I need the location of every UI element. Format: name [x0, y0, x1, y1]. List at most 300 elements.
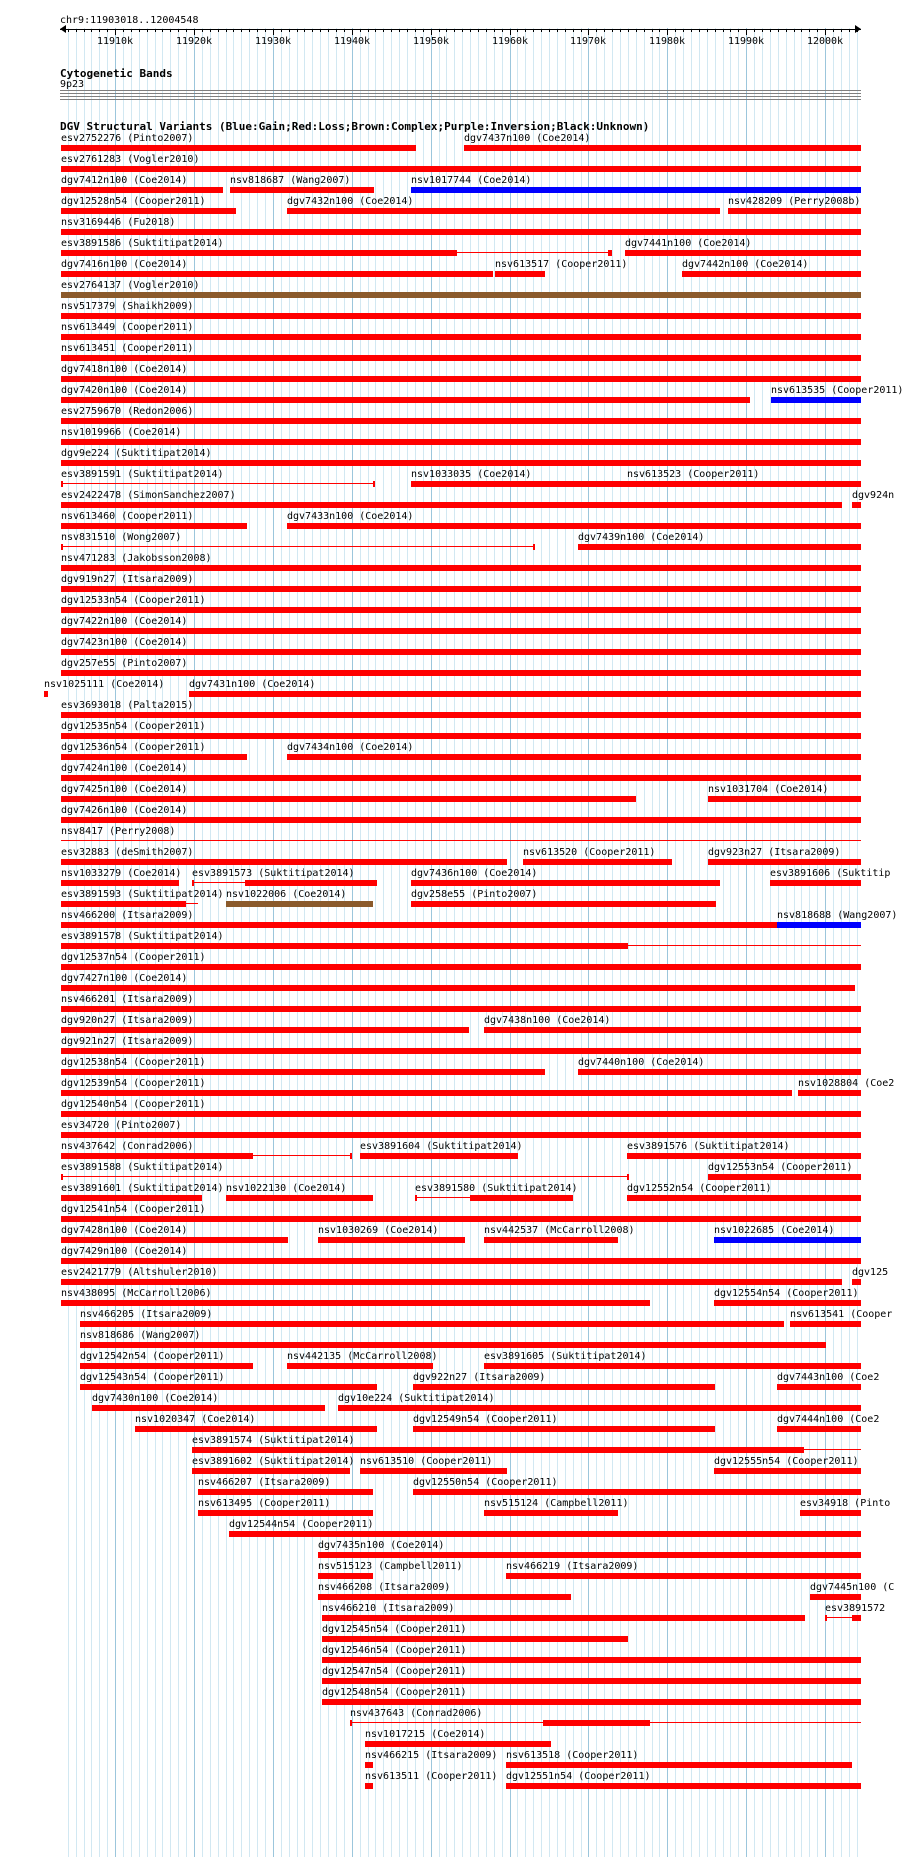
variant-bar[interactable] [682, 271, 861, 277]
variant-label[interactable]: dgv12553n54 (Cooper2011) [708, 1162, 853, 1173]
variant-bar[interactable] [61, 1174, 63, 1180]
variant-bar[interactable] [61, 943, 628, 949]
variant-label[interactable]: nsv1025111 (Coe2014) [44, 679, 165, 690]
variant-bar[interactable] [825, 1615, 827, 1621]
variant-bar[interactable] [365, 1783, 373, 1789]
variant-label[interactable]: dgv923n27 (Itsara2009) [708, 847, 841, 858]
variant-label[interactable]: esv2759670 (Redon2006) [61, 406, 194, 417]
variant-bar[interactable] [411, 187, 861, 193]
variant-bar[interactable] [506, 1573, 861, 1579]
variant-label[interactable]: nsv1020347 (Coe2014) [135, 1414, 256, 1425]
variant-bar[interactable] [322, 1615, 805, 1621]
variant-bar[interactable] [61, 607, 861, 613]
variant-bar[interactable] [61, 250, 457, 256]
variant-label[interactable]: dgv7427n100 (Coe2014) [61, 973, 188, 984]
variant-bar[interactable] [61, 229, 861, 235]
variant-bar[interactable] [61, 1027, 469, 1033]
variant-label[interactable]: dgv921n27 (Itsara2009) [61, 1036, 194, 1047]
variant-bar[interactable] [61, 334, 861, 340]
variant-bar[interactable] [61, 1006, 861, 1012]
variant-label[interactable]: dgv258e55 (Pinto2007) [411, 889, 538, 900]
variant-label[interactable]: esv34918 (Pinto [800, 1498, 891, 1509]
variant-bar[interactable] [627, 1174, 629, 1180]
variant-bar[interactable] [192, 880, 194, 886]
variant-bar[interactable] [61, 397, 750, 403]
variant-bar[interactable] [627, 1195, 861, 1201]
variant-bar[interactable] [192, 1468, 350, 1474]
variant-label[interactable]: dgv924n [852, 490, 895, 501]
variant-label[interactable]: esv3891605 (Suktitipat2014) [484, 1351, 647, 1362]
variant-label[interactable]: esv3891591 (Suktitipat2014) [61, 469, 224, 480]
variant-bar[interactable] [61, 1048, 861, 1054]
variant-bar[interactable] [61, 1132, 861, 1138]
variant-bar[interactable] [61, 754, 247, 760]
variant-bar[interactable] [777, 922, 861, 928]
variant-bar[interactable] [61, 922, 861, 928]
variant-bar[interactable] [627, 481, 861, 487]
variant-label[interactable]: dgv922n27 (Itsara2009) [413, 1372, 546, 1383]
variant-label[interactable]: nsv428209 (Perry2008b) [728, 196, 861, 207]
variant-bar[interactable] [625, 250, 861, 256]
variant-label[interactable]: esv3891572 [825, 1603, 886, 1614]
variant-label[interactable]: nsv437642 (Conrad2006) [61, 1141, 194, 1152]
variant-bar[interactable] [484, 1237, 618, 1243]
variant-label[interactable]: dgv7437n100 (Coe2014) [464, 133, 591, 144]
variant-bar[interactable] [714, 1468, 861, 1474]
variant-bar[interactable] [484, 1363, 861, 1369]
variant-label[interactable]: nsv466200 (Itsara2009) [61, 910, 194, 921]
variant-bar[interactable] [61, 775, 861, 781]
variant-label[interactable]: esv3891604 (Suktitipat2014) [360, 1141, 523, 1152]
variant-label[interactable]: nsv613517 (Cooper2011) [495, 259, 628, 270]
variant-bar[interactable] [533, 544, 535, 550]
variant-bar[interactable] [360, 1153, 518, 1159]
variant-bar[interactable] [318, 1237, 465, 1243]
variant-bar[interactable] [61, 712, 861, 718]
variant-bar[interactable] [61, 817, 861, 823]
variant-label[interactable]: dgv12546n54 (Cooper2011) [322, 1645, 467, 1656]
variant-bar[interactable] [415, 1195, 417, 1201]
variant-bar[interactable] [578, 1069, 861, 1075]
ruler-tick [486, 29, 487, 32]
variant-bar[interactable] [61, 355, 861, 361]
ruler-tick [502, 29, 503, 32]
variant-label[interactable]: dgv7445n100 (C [810, 1582, 895, 1593]
variant-label[interactable]: nsv831510 (Wong2007) [61, 532, 182, 543]
variant-bar[interactable] [61, 502, 842, 508]
variant-label[interactable]: nsv471283 (Jakobsson2008) [61, 553, 212, 564]
variant-label[interactable]: dgv257e55 (Pinto2007) [61, 658, 188, 669]
variant-bar[interactable] [360, 1468, 507, 1474]
ruler-tick-label: 11910k [96, 36, 134, 47]
variant-bar[interactable] [61, 1111, 861, 1117]
variant-label[interactable]: esv3891578 (Suktitipat2014) [61, 931, 224, 942]
variant-bar[interactable] [322, 1657, 861, 1663]
variant-label[interactable]: nsv1019966 (Coe2014) [61, 427, 182, 438]
variant-label[interactable]: dgv12533n54 (Cooper2011) [61, 595, 206, 606]
ruler-tick [336, 29, 337, 32]
variant-bar[interactable] [92, 1405, 325, 1411]
variant-bar[interactable] [61, 880, 179, 886]
variant-label[interactable]: nsv466215 (Itsara2009) [365, 1750, 498, 1761]
variant-bar[interactable] [338, 1405, 861, 1411]
variant-label[interactable]: nsv1022006 (Coe2014) [226, 889, 347, 900]
variant-label[interactable]: dgv7418n100 (Coe2014) [61, 364, 188, 375]
variant-bar[interactable] [373, 481, 375, 487]
variant-label[interactable]: nsv613518 (Cooper2011) [506, 1750, 639, 1761]
variant-label[interactable]: nsv466219 (Itsara2009) [506, 1561, 639, 1572]
variant-label[interactable]: nsv613495 (Cooper2011) [198, 1498, 331, 1509]
variant-bar[interactable] [852, 1279, 861, 1285]
variant-label[interactable]: esv3891588 (Suktitipat2014) [61, 1162, 224, 1173]
variant-label[interactable]: nsv1033279 (Coe2014) [61, 868, 182, 879]
ruler-tick [462, 29, 463, 32]
variant-label[interactable]: nsv437643 (Conrad2006) [350, 1708, 483, 1719]
variant-label[interactable]: nsv613460 (Cooper2011) [61, 511, 194, 522]
variant-bar[interactable] [61, 565, 861, 571]
variant-label[interactable]: dgv12550n54 (Cooper2011) [413, 1477, 558, 1488]
variant-bar[interactable] [578, 544, 861, 550]
variant-label[interactable]: esv2422478 (SimonSanchez2007) [61, 490, 236, 501]
variant-bar[interactable] [714, 1300, 861, 1306]
variant-bar[interactable] [798, 1090, 861, 1096]
variant-label[interactable]: esv3891576 (Suktitipat2014) [627, 1141, 790, 1152]
variant-bar[interactable] [61, 859, 507, 865]
variant-label[interactable]: dgv7434n100 (Coe2014) [287, 742, 414, 753]
ruler-tick [754, 29, 755, 32]
variant-label[interactable]: dgv12554n54 (Cooper2011) [714, 1288, 859, 1299]
variant-bar[interactable] [61, 313, 861, 319]
variant-bar[interactable] [61, 1069, 545, 1075]
variant-bar[interactable] [411, 901, 716, 907]
variant-label[interactable]: nsv613520 (Cooper2011) [523, 847, 656, 858]
variant-label[interactable]: dgv12528n54 (Cooper2011) [61, 196, 206, 207]
variant-bar[interactable] [61, 187, 223, 193]
variant-bar[interactable] [61, 1195, 202, 1201]
variant-label[interactable]: nsv442135 (McCarroll2008) [287, 1351, 438, 1362]
variant-label[interactable]: nsv442537 (McCarroll2008) [484, 1225, 635, 1236]
ruler-tick-label: 11990k [727, 36, 765, 47]
variant-label[interactable]: esv2421779 (Altshuler2010) [61, 1267, 218, 1278]
variant-label[interactable]: esv2752276 (Pinto2007) [61, 133, 194, 144]
variant-bar[interactable] [852, 1615, 861, 1621]
variant-label[interactable]: dgv7425n100 (Coe2014) [61, 784, 188, 795]
variant-label[interactable]: esv3693018 (Palta2015) [61, 700, 194, 711]
variant-label[interactable]: esv3891580 (Suktitipat2014) [415, 1183, 578, 1194]
variant-bar[interactable] [192, 1447, 804, 1453]
variant-label[interactable]: nsv1028804 (Coe2 [798, 1078, 895, 1089]
variant-label[interactable]: esv3891593 (Suktitipat2014) [61, 889, 224, 900]
variant-label[interactable]: nsv818688 (Wang2007) [777, 910, 898, 921]
variant-label[interactable]: dgv12539n54 (Cooper2011) [61, 1078, 206, 1089]
variant-bar[interactable] [61, 985, 855, 991]
variant-bar[interactable] [790, 1321, 861, 1327]
variant-label[interactable]: esv34720 (Pinto2007) [61, 1120, 182, 1131]
variant-label[interactable]: nsv1022130 (Coe2014) [226, 1183, 347, 1194]
dgv-track-title: DGV Structural Variants (Blue:Gain;Red:Loss;Brown:Complex;Purple:Inversion;Black:Unknown) [60, 120, 650, 133]
variant-label[interactable]: dgv12551n54 (Cooper2011) [506, 1771, 651, 1782]
variant-label[interactable]: nsv515123 (Campbell2011) [318, 1561, 463, 1572]
variant-label[interactable]: dgv12537n54 (Cooper2011) [61, 952, 206, 963]
ruler-tick [667, 29, 668, 35]
variant-bar[interactable] [464, 145, 861, 151]
ruler-arrow-left [60, 25, 66, 33]
variant-label[interactable]: dgv10e224 (Suktitipat2014) [338, 1393, 495, 1404]
variant-bar[interactable] [61, 796, 636, 802]
variant-label[interactable]: nsv1030269 (Coe2014) [318, 1225, 439, 1236]
variant-bar[interactable] [61, 1300, 650, 1306]
ruler-tick-label: 11920k [175, 36, 213, 47]
variant-label[interactable]: nsv818687 (Wang2007) [230, 175, 351, 186]
variant-bar[interactable] [322, 1699, 861, 1705]
variant-label[interactable]: esv3891573 (Suktitipat2014) [192, 868, 355, 879]
variant-label[interactable]: dgv919n27 (Itsara2009) [61, 574, 194, 585]
variant-label[interactable]: dgv12538n54 (Cooper2011) [61, 1057, 206, 1068]
ruler-tick [407, 29, 408, 32]
variant-label[interactable]: dgv9e224 (Suktitipat2014) [61, 448, 212, 459]
variant-bar[interactable] [80, 1321, 784, 1327]
variant-bar[interactable] [470, 1195, 573, 1201]
variant-label[interactable]: dgv12545n54 (Cooper2011) [322, 1624, 467, 1635]
variant-bar[interactable] [287, 1363, 433, 1369]
variant-label[interactable]: nsv613535 (Cooper2011) [771, 385, 903, 396]
variant-bar[interactable] [800, 1510, 861, 1516]
variant-label[interactable]: dgv7436n100 (Coe2014) [411, 868, 538, 879]
variant-bar[interactable] [322, 1678, 861, 1684]
variant-bar[interactable] [61, 271, 493, 277]
variant-label[interactable]: dgv12540n54 (Cooper2011) [61, 1099, 206, 1110]
variant-bar[interactable] [61, 544, 63, 550]
variant-label[interactable]: dgv12544n54 (Cooper2011) [229, 1519, 374, 1530]
variant-bar[interactable] [61, 460, 861, 466]
variant-label[interactable]: dgv125 [852, 1267, 889, 1278]
variant-label[interactable]: nsv466207 (Itsara2009) [198, 1477, 331, 1488]
variant-label[interactable]: dgv7440n100 (Coe2014) [578, 1057, 705, 1068]
variant-label[interactable]: esv3891601 (Suktitipat2014) [61, 1183, 224, 1194]
variant-label[interactable]: nsv517379 (Shaikh2009) [61, 301, 194, 312]
variant-bar[interactable] [810, 1594, 861, 1600]
variant-label[interactable]: nsv1033035 (Coe2014) [411, 469, 532, 480]
variant-label[interactable]: dgv7420n100 (Coe2014) [61, 385, 188, 396]
variant-label[interactable]: dgv7431n100 (Coe2014) [189, 679, 316, 690]
variant-bar[interactable] [627, 1153, 861, 1159]
variant-label[interactable]: dgv12535n54 (Cooper2011) [61, 721, 206, 732]
variant-label[interactable]: nsv1031704 (Coe2014) [708, 784, 829, 795]
variant-bar[interactable] [411, 880, 720, 886]
variant-label[interactable]: dgv7423n100 (Coe2014) [61, 637, 188, 648]
variant-bar[interactable] [135, 1426, 377, 1432]
variant-label[interactable]: nsv8417 (Perry2008) [61, 826, 176, 837]
variant-label[interactable]: dgv12548n54 (Cooper2011) [322, 1687, 467, 1698]
variant-bar[interactable] [506, 1762, 852, 1768]
variant-label[interactable]: dgv12549n54 (Cooper2011) [413, 1414, 558, 1425]
variant-label[interactable]: nsv1022685 (Coe2014) [714, 1225, 835, 1236]
variant-label[interactable]: dgv12542n54 (Cooper2011) [80, 1351, 225, 1362]
variant-label[interactable]: dgv7439n100 (Coe2014) [578, 532, 705, 543]
variant-label[interactable]: dgv7424n100 (Coe2014) [61, 763, 188, 774]
variant-label[interactable]: dgv7429n100 (Coe2014) [61, 1246, 188, 1257]
variant-label[interactable]: nsv466201 (Itsara2009) [61, 994, 194, 1005]
grid-line [794, 28, 795, 1857]
variant-label[interactable]: dgv12552n54 (Cooper2011) [627, 1183, 772, 1194]
variant-label[interactable]: nsv613449 (Cooper2011) [61, 322, 194, 333]
variant-bar[interactable] [226, 1195, 373, 1201]
variant-bar[interactable] [484, 1510, 618, 1516]
variant-bar[interactable] [61, 586, 861, 592]
variant-label[interactable]: dgv7444n100 (Coe2 [777, 1414, 880, 1425]
variant-bar[interactable] [61, 376, 861, 382]
variant-bar[interactable] [728, 208, 861, 214]
variant-bar[interactable] [80, 1384, 377, 1390]
ruler-tick [233, 29, 234, 32]
variant-bar[interactable] [189, 691, 861, 697]
variant-label[interactable]: dgv7442n100 (Coe2014) [682, 259, 809, 270]
variant-label[interactable]: dgv7435n100 (Coe2014) [318, 1540, 445, 1551]
variant-bar[interactable] [318, 1573, 373, 1579]
variant-bar[interactable] [61, 1216, 861, 1222]
variant-label[interactable]: esv32883 (deSmith2007) [61, 847, 194, 858]
variant-label[interactable]: dgv7433n100 (Coe2014) [287, 511, 414, 522]
variant-label[interactable]: nsv515124 (Campbell2011) [484, 1498, 629, 1509]
variant-bar[interactable] [61, 1258, 861, 1264]
variant-bar[interactable] [523, 859, 672, 865]
variant-connector [804, 1449, 861, 1450]
variant-bar[interactable] [287, 208, 720, 214]
variant-bar[interactable] [61, 1237, 288, 1243]
variant-label[interactable]: nsv438095 (McCarroll2006) [61, 1288, 212, 1299]
variant-label[interactable]: esv2764137 (Vogler2010) [61, 280, 200, 291]
variant-bar[interactable] [61, 481, 63, 487]
variant-bar[interactable] [80, 1363, 253, 1369]
variant-bar[interactable] [287, 523, 861, 529]
variant-bar[interactable] [61, 901, 186, 907]
variant-label[interactable]: dgv7441n100 (Coe2014) [625, 238, 752, 249]
variant-bar[interactable] [318, 1552, 861, 1558]
variant-label[interactable]: esv3891602 (Suktitipat2014) [192, 1456, 355, 1467]
variant-bar[interactable] [852, 502, 861, 508]
variant-bar[interactable] [708, 796, 861, 802]
variant-bar[interactable] [198, 1510, 373, 1516]
variant-bar[interactable] [61, 964, 861, 970]
variant-label[interactable]: nsv613541 (Cooper [790, 1309, 893, 1320]
ruler-tick [226, 29, 227, 32]
variant-bar[interactable] [61, 208, 236, 214]
variant-label[interactable]: nsv1017215 (Coe2014) [365, 1729, 486, 1740]
variant-label[interactable]: nsv466208 (Itsara2009) [318, 1582, 451, 1593]
variant-label[interactable]: dgv12541n54 (Cooper2011) [61, 1204, 206, 1215]
variant-label[interactable]: dgv7422n100 (Coe2014) [61, 616, 188, 627]
ruler-tick [99, 29, 100, 32]
variant-bar[interactable] [484, 1027, 861, 1033]
variant-label[interactable]: nsv3169446 (Fu2018) [61, 217, 176, 228]
variant-bar[interactable] [350, 1153, 352, 1159]
variant-bar[interactable] [44, 691, 48, 697]
variant-bar[interactable] [61, 628, 861, 634]
variant-bar[interactable] [506, 1783, 861, 1789]
variant-bar[interactable] [61, 1279, 842, 1285]
variant-label[interactable]: dgv920n27 (Itsara2009) [61, 1015, 194, 1026]
variant-label[interactable]: nsv613510 (Cooper2011) [360, 1456, 493, 1467]
variant-label[interactable]: nsv613511 (Cooper2011) [365, 1771, 498, 1782]
variant-label[interactable]: esv3891574 (Suktitipat2014) [192, 1435, 355, 1446]
variant-bar[interactable] [80, 1342, 826, 1348]
variant-bar[interactable] [245, 880, 377, 886]
variant-bar[interactable] [708, 859, 861, 865]
variant-label[interactable]: dgv12555n54 (Cooper2011) [714, 1456, 859, 1467]
variant-bar[interactable] [495, 271, 545, 277]
grid-line [746, 28, 747, 1857]
variant-label[interactable]: dgv12536n54 (Cooper2011) [61, 742, 206, 753]
variant-label[interactable]: nsv1017744 (Coe2014) [411, 175, 532, 186]
variant-bar[interactable] [61, 439, 861, 445]
variant-bar[interactable] [198, 1489, 373, 1495]
variant-bar[interactable] [61, 1090, 792, 1096]
variant-label[interactable]: esv3891606 (Suktitip [770, 868, 891, 879]
variant-bar[interactable] [413, 1384, 715, 1390]
variant-label[interactable]: nsv613451 (Cooper2011) [61, 343, 194, 354]
variant-bar[interactable] [413, 1426, 715, 1432]
variant-bar[interactable] [61, 649, 861, 655]
variant-bar[interactable] [61, 418, 861, 424]
variant-bar[interactable] [61, 523, 247, 529]
variant-label[interactable]: nsv818686 (Wang2007) [80, 1330, 201, 1341]
variant-bar[interactable] [770, 880, 861, 886]
variant-label[interactable]: nsv466210 (Itsara2009) [322, 1603, 455, 1614]
variant-label[interactable]: dgv12547n54 (Cooper2011) [322, 1666, 467, 1677]
variant-bar[interactable] [61, 145, 416, 151]
variant-label[interactable]: nsv466205 (Itsara2009) [80, 1309, 213, 1320]
variant-label[interactable]: dgv7412n100 (Coe2014) [61, 175, 188, 186]
variant-bar[interactable] [61, 166, 861, 172]
variant-bar[interactable] [777, 1426, 861, 1432]
grid-line [770, 28, 771, 1857]
grid-line [699, 28, 700, 1857]
variant-label[interactable]: esv2761283 (Vogler2010) [61, 154, 200, 165]
variant-bar[interactable] [350, 1720, 352, 1726]
variant-bar[interactable] [708, 1174, 861, 1180]
variant-bar[interactable] [230, 187, 374, 193]
variant-bar[interactable] [61, 670, 861, 676]
variant-bar[interactable] [365, 1741, 551, 1747]
variant-bar[interactable] [543, 1720, 650, 1726]
variant-bar[interactable] [226, 901, 373, 907]
variant-label[interactable]: nsv613523 (Cooper2011) [627, 469, 760, 480]
variant-bar[interactable] [318, 1594, 571, 1600]
variant-bar[interactable] [61, 1153, 253, 1159]
variant-label[interactable]: dgv7428n100 (Coe2014) [61, 1225, 188, 1236]
variant-bar[interactable] [365, 1762, 373, 1768]
variant-label[interactable]: esv3891586 (Suktitipat2014) [61, 238, 224, 249]
variant-label[interactable]: dgv7438n100 (Coe2014) [484, 1015, 611, 1026]
variant-label[interactable]: dgv7432n100 (Coe2014) [287, 196, 414, 207]
variant-label[interactable]: dgv7416n100 (Coe2014) [61, 259, 188, 270]
variant-label[interactable]: dgv12543n54 (Cooper2011) [80, 1372, 225, 1383]
variant-label[interactable]: dgv7430n100 (Coe2014) [92, 1393, 219, 1404]
variant-label[interactable]: dgv7426n100 (Coe2014) [61, 805, 188, 816]
variant-bar[interactable] [322, 1636, 628, 1642]
variant-bar[interactable] [413, 1489, 861, 1495]
variant-bar[interactable] [771, 397, 861, 403]
variant-label[interactable]: dgv7443n100 (Coe2 [777, 1372, 880, 1383]
variant-bar[interactable] [287, 754, 861, 760]
variant-bar[interactable] [714, 1237, 861, 1243]
variant-bar[interactable] [61, 292, 861, 298]
variant-bar[interactable] [229, 1531, 861, 1537]
variant-bar[interactable] [61, 733, 861, 739]
variant-bar[interactable] [777, 1384, 861, 1390]
variant-bar[interactable] [608, 250, 612, 256]
variant-bar[interactable] [411, 481, 627, 487]
